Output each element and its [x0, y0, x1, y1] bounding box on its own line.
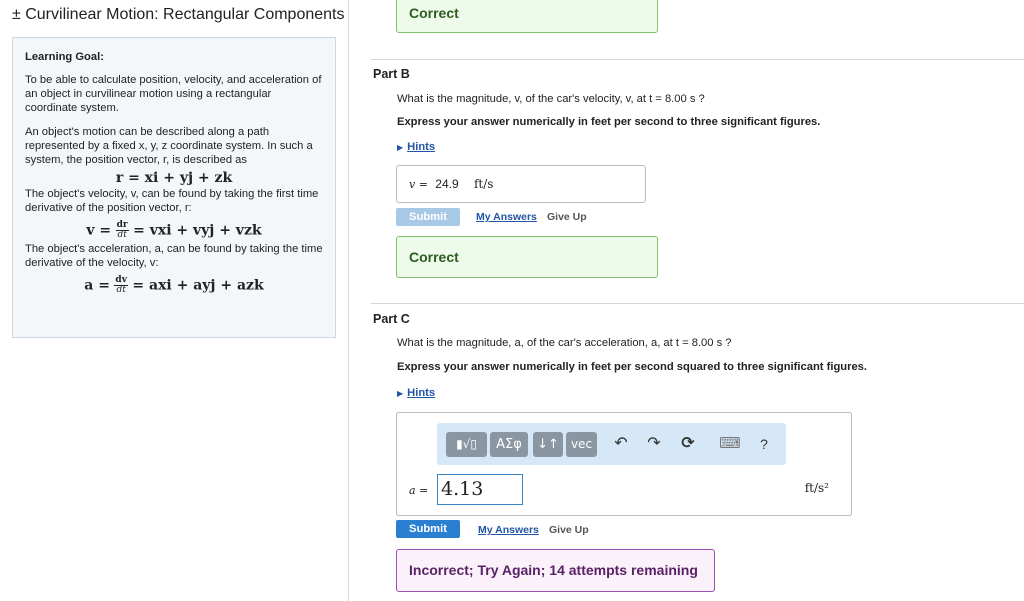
velocity-fraction-den: dt — [117, 230, 127, 240]
velocity-fraction — [116, 221, 129, 240]
velocity-fraction-num: dr — [116, 220, 128, 230]
undo-icon[interactable]: ↶ — [614, 435, 628, 452]
learning-goal-title: Learning Goal: — [25, 51, 104, 63]
page-title: ± Curvilinear Motion: Rectangular Components — [12, 6, 345, 23]
part-a-feedback: Correct — [396, 0, 658, 33]
velocity-equation-lhs: v = — [86, 222, 112, 239]
part-c-give-up-link[interactable]: Give Up — [549, 524, 589, 536]
help-icon[interactable]: ? — [760, 436, 768, 452]
acceleration-equation — [25, 276, 323, 295]
greek-symbols-button[interactable]: ΑΣφ — [490, 432, 528, 457]
part-b-answer-box — [396, 165, 646, 203]
part-b-question: What is the magnitude, v, of the car's velocity, v, at t = 8.00 s ? — [397, 93, 705, 105]
keyboard-icon[interactable]: ⌨ — [719, 435, 741, 452]
part-c-feedback: Incorrect; Try Again; 14 attempts remaining — [396, 549, 715, 592]
learning-goal-text: To be able to calculate position, velocity, and acceleration of an object in curvilinear motion using a rectangular coordinate system. — [25, 74, 322, 114]
part-b-instruction: Express your answer numerically in feet per second to three significant figures. — [397, 116, 821, 128]
velocity-equation — [25, 221, 323, 240]
part-b-hints-toggle[interactable] — [397, 141, 435, 153]
acceleration-equation-rhs: = axi + ayj + azk — [132, 277, 264, 294]
vector-button[interactable]: vec — [566, 432, 597, 457]
part-c-my-answers-link[interactable]: My Answers — [478, 524, 539, 536]
part-b-submit-button[interactable]: Submit — [396, 208, 460, 226]
part-b-my-answers-link[interactable]: My Answers — [476, 211, 537, 223]
caret-right-icon: ▶ — [397, 389, 404, 398]
arrows-button[interactable]: ↓↑ — [533, 432, 563, 457]
acceleration-description: The object's acceleration, a, can be found by taking the time derivative of the velocity, v: — [25, 243, 323, 269]
part-c-label: Part C — [373, 312, 410, 326]
part-b-label: Part B — [373, 67, 410, 81]
reset-icon[interactable]: ⟳ — [681, 435, 695, 452]
part-b-answer-var: v = — [409, 178, 428, 191]
part-c-submit-button[interactable]: Submit — [396, 520, 460, 538]
part-c-answer-var: a = — [409, 484, 429, 497]
part-c-answer-unit: ft/s² — [804, 481, 829, 495]
part-c-answer-input[interactable]: 4.13 — [437, 474, 523, 505]
position-description: An object's motion can be described along a path represented by a fixed x, y, z coordinate system. In such a system, the position vector, r, is described as — [25, 126, 313, 166]
templates-button[interactable]: ▮√▯ — [446, 432, 487, 457]
redo-icon[interactable]: ↷ — [647, 435, 661, 452]
part-c-hints-toggle[interactable] — [397, 387, 435, 399]
math-toolbar — [437, 423, 786, 465]
velocity-equation-rhs: = vxi + vyj + vzk — [133, 222, 262, 239]
divider — [371, 59, 1024, 60]
velocity-description: The object's velocity, v, can be found by taking the first time derivative of the position vector, r: — [25, 188, 319, 214]
part-b-answer-value: 24.9 — [435, 177, 459, 191]
part-b-feedback: Correct — [396, 236, 658, 278]
caret-right-icon: ▶ — [397, 143, 404, 152]
acceleration-fraction — [114, 276, 128, 295]
learning-goal-box — [12, 37, 336, 338]
acceleration-fraction-den: dt — [116, 285, 126, 295]
part-c-instruction: Express your answer numerically in feet per second squared to three significant figures. — [397, 361, 868, 373]
acceleration-equation-lhs: a = — [84, 277, 110, 294]
left-panel — [0, 0, 349, 601]
part-c-answer-editor — [396, 412, 852, 516]
right-panel — [349, 0, 1024, 601]
position-equation — [25, 171, 323, 185]
part-b-hints-label: Hints — [407, 141, 436, 153]
part-b-give-up-link[interactable]: Give Up — [547, 211, 587, 223]
part-c-question: What is the magnitude, a, of the car's acceleration, a, at t = 8.00 s ? — [397, 337, 732, 349]
part-b-answer-unit: ft/s — [473, 177, 494, 191]
divider — [371, 303, 1024, 304]
position-equation-text: r = xi + yj + zk — [115, 170, 233, 186]
part-c-hints-label: Hints — [407, 387, 436, 399]
acceleration-fraction-num: dv — [115, 275, 127, 285]
